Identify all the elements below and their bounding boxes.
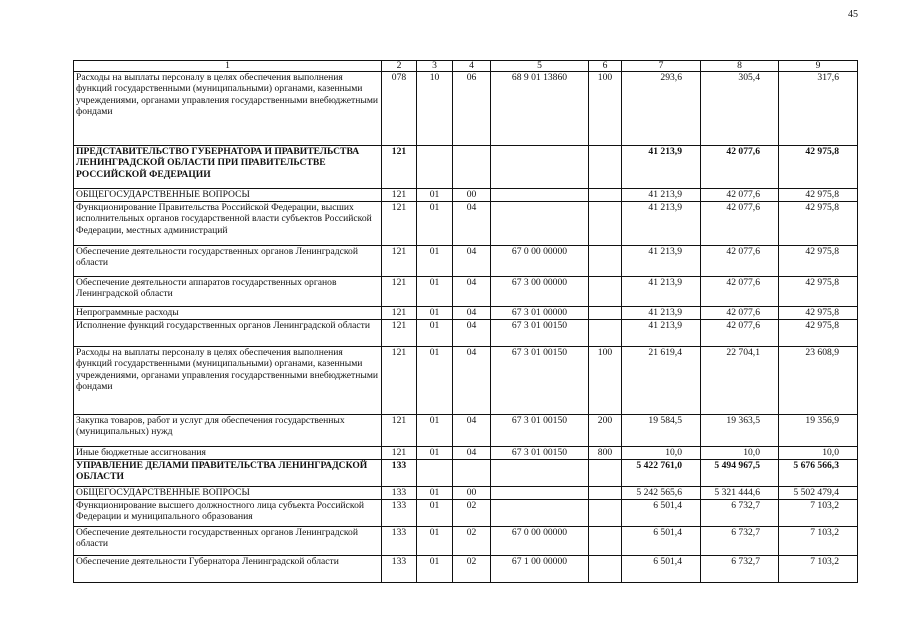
amount-year-1: 19 584,5 — [622, 415, 701, 447]
amount-year-3: 10,0 — [779, 447, 858, 460]
amount-year-3: 5 502 479,4 — [779, 487, 858, 500]
ministry-code: 121 — [382, 202, 417, 246]
row-name: Функционирование Правительства Российской Федерации, высших исполнительных органов государственной власти субъектов Российской Федерации, местных администраций — [74, 202, 382, 246]
subsection-code — [453, 146, 491, 189]
ministry-code: 133 — [382, 460, 417, 487]
amount-year-3: 42 975,8 — [779, 202, 858, 246]
subsection-code: 00 — [453, 487, 491, 500]
amount-year-3: 7 103,2 — [779, 500, 858, 527]
expense-type-code — [589, 500, 622, 527]
subsection-code: 04 — [453, 447, 491, 460]
amount-year-3: 23 608,9 — [779, 347, 858, 415]
row-name: Непрограммные расходы — [74, 307, 382, 320]
section-code: 10 — [417, 72, 453, 146]
subsection-code: 04 — [453, 246, 491, 277]
amount-year-1: 41 213,9 — [622, 320, 701, 347]
amount-year-3: 42 975,8 — [779, 277, 858, 307]
subsection-code: 04 — [453, 347, 491, 415]
amount-year-2: 6 732,7 — [701, 556, 779, 583]
amount-year-1: 5 422 761,0 — [622, 460, 701, 487]
ministry-code: 133 — [382, 556, 417, 583]
table-row — [74, 487, 858, 500]
subsection-code: 02 — [453, 527, 491, 556]
ministry-code: 121 — [382, 415, 417, 447]
expense-type-code — [589, 146, 622, 189]
amount-year-3: 317,6 — [779, 72, 858, 146]
amount-year-1: 6 501,4 — [622, 556, 701, 583]
row-name: Обеспечение деятельности государственных органов Ленинградской области — [74, 527, 382, 556]
row-name: Обеспечение деятельности аппаратов государственных органов Ленинградской области — [74, 277, 382, 307]
section-code: 01 — [417, 189, 453, 202]
subsection-code: 04 — [453, 307, 491, 320]
target-article-code: 67 0 00 00000 — [491, 527, 589, 556]
table-row — [74, 246, 858, 277]
ministry-code: 121 — [382, 146, 417, 189]
target-article-code — [491, 202, 589, 246]
row-name: Обеспечение деятельности Губернатора Ленинградской области — [74, 556, 382, 583]
ministry-code: 133 — [382, 500, 417, 527]
column-header: 5 — [491, 61, 589, 72]
section-code: 01 — [417, 202, 453, 246]
amount-year-1: 41 213,9 — [622, 202, 701, 246]
amount-year-1: 5 242 565,6 — [622, 487, 701, 500]
column-header: 3 — [417, 61, 453, 72]
amount-year-3: 19 356,9 — [779, 415, 858, 447]
amount-year-3: 42 975,8 — [779, 146, 858, 189]
amount-year-1: 41 213,9 — [622, 277, 701, 307]
section-code — [417, 460, 453, 487]
table-row — [74, 347, 858, 415]
ministry-code: 121 — [382, 347, 417, 415]
amount-year-2: 6 732,7 — [701, 527, 779, 556]
row-name: Иные бюджетные ассигнования — [74, 447, 382, 460]
amount-year-2: 22 704,1 — [701, 347, 779, 415]
table-row — [74, 460, 858, 487]
amount-year-2: 42 077,6 — [701, 320, 779, 347]
amount-year-3: 7 103,2 — [779, 527, 858, 556]
section-code: 01 — [417, 527, 453, 556]
column-header: 7 — [622, 61, 701, 72]
subsection-code: 04 — [453, 277, 491, 307]
amount-year-2: 19 363,5 — [701, 415, 779, 447]
expense-type-code — [589, 246, 622, 277]
amount-year-2: 305,4 — [701, 72, 779, 146]
expense-type-code: 800 — [589, 447, 622, 460]
section-code: 01 — [417, 347, 453, 415]
column-number-row — [74, 61, 858, 72]
amount-year-2: 6 732,7 — [701, 500, 779, 527]
row-name: ОБЩЕГОСУДАРСТВЕННЫЕ ВОПРОСЫ — [74, 189, 382, 202]
target-article-code — [491, 460, 589, 487]
expense-type-code — [589, 320, 622, 347]
target-article-code — [491, 487, 589, 500]
row-name: УПРАВЛЕНИЕ ДЕЛАМИ ПРАВИТЕЛЬСТВА ЛЕНИНГРАДСКОЙ ОБЛАСТИ — [74, 460, 382, 487]
subsection-code: 04 — [453, 415, 491, 447]
amount-year-2: 42 077,6 — [701, 189, 779, 202]
amount-year-1: 41 213,9 — [622, 146, 701, 189]
amount-year-3: 42 975,8 — [779, 189, 858, 202]
amount-year-2: 5 494 967,5 — [701, 460, 779, 487]
section-code: 01 — [417, 487, 453, 500]
target-article-code: 67 3 01 00150 — [491, 415, 589, 447]
ministry-code: 078 — [382, 72, 417, 146]
table-row — [74, 202, 858, 246]
table-row — [74, 277, 858, 307]
section-code: 01 — [417, 246, 453, 277]
table-row — [74, 500, 858, 527]
expense-type-code: 100 — [589, 347, 622, 415]
section-code: 01 — [417, 320, 453, 347]
column-header: 4 — [453, 61, 491, 72]
table-row — [74, 320, 858, 347]
budget-table — [73, 60, 858, 583]
column-header: 6 — [589, 61, 622, 72]
amount-year-2: 42 077,6 — [701, 246, 779, 277]
expense-type-code — [589, 460, 622, 487]
table-row — [74, 527, 858, 556]
ministry-code: 133 — [382, 487, 417, 500]
ministry-code: 133 — [382, 527, 417, 556]
section-code: 01 — [417, 556, 453, 583]
ministry-code: 121 — [382, 447, 417, 460]
amount-year-1: 6 501,4 — [622, 527, 701, 556]
amount-year-3: 42 975,8 — [779, 307, 858, 320]
target-article-code: 67 3 01 00150 — [491, 320, 589, 347]
row-name: Расходы на выплаты персоналу в целях обеспечения выполнения функций государственными (муниципальными) органами, казенными учреждениями, органами управления государственными внебюджетными фондами — [74, 72, 382, 146]
amount-year-2: 42 077,6 — [701, 277, 779, 307]
row-name: Обеспечение деятельности государственных органов Ленинградской области — [74, 246, 382, 277]
table-row — [74, 447, 858, 460]
row-name: Расходы на выплаты персоналу в целях обеспечения выполнения функций государственными (муниципальными) органами, казенными учреждениями, органами управления государственными внебюджетными фондами — [74, 347, 382, 415]
table-row — [74, 146, 858, 189]
column-header: 9 — [779, 61, 858, 72]
amount-year-2: 42 077,6 — [701, 146, 779, 189]
amount-year-1: 293,6 — [622, 72, 701, 146]
target-article-code: 67 3 01 00150 — [491, 347, 589, 415]
section-code: 01 — [417, 447, 453, 460]
page-number: 45 — [848, 9, 858, 20]
amount-year-3: 42 975,8 — [779, 320, 858, 347]
subsection-code: 00 — [453, 189, 491, 202]
row-name: Закупка товаров, работ и услуг для обеспечения государственных (муниципальных) нужд — [74, 415, 382, 447]
target-article-code — [491, 146, 589, 189]
section-code: 01 — [417, 307, 453, 320]
amount-year-2: 5 321 444,6 — [701, 487, 779, 500]
amount-year-1: 41 213,9 — [622, 189, 701, 202]
row-name: Исполнение функций государственных органов Ленинградской области — [74, 320, 382, 347]
target-article-code: 68 9 01 13860 — [491, 72, 589, 146]
target-article-code — [491, 500, 589, 527]
amount-year-3: 7 103,2 — [779, 556, 858, 583]
expense-type-code: 200 — [589, 415, 622, 447]
column-header: 8 — [701, 61, 779, 72]
subsection-code: 02 — [453, 500, 491, 527]
ministry-code: 121 — [382, 246, 417, 277]
target-article-code: 67 0 00 00000 — [491, 246, 589, 277]
amount-year-1: 6 501,4 — [622, 500, 701, 527]
expense-type-code — [589, 487, 622, 500]
amount-year-1: 41 213,9 — [622, 307, 701, 320]
section-code — [417, 146, 453, 189]
column-header: 1 — [74, 61, 382, 72]
ministry-code: 121 — [382, 189, 417, 202]
amount-year-2: 10,0 — [701, 447, 779, 460]
subsection-code — [453, 460, 491, 487]
expense-type-code — [589, 307, 622, 320]
amount-year-1: 41 213,9 — [622, 246, 701, 277]
ministry-code: 121 — [382, 320, 417, 347]
expense-type-code: 100 — [589, 72, 622, 146]
target-article-code: 67 3 01 00000 — [491, 307, 589, 320]
row-name: ПРЕДСТАВИТЕЛЬСТВО ГУБЕРНАТОРА И ПРАВИТЕЛЬСТВА ЛЕНИНГРАДСКОЙ ОБЛАСТИ ПРИ ПРАВИТЕЛЬСТВЕ РОССИЙСКОЙ ФЕДЕРАЦИИ — [74, 146, 382, 189]
table-row — [74, 189, 858, 202]
expense-type-code — [589, 202, 622, 246]
amount-year-2: 42 077,6 — [701, 202, 779, 246]
ministry-code: 121 — [382, 277, 417, 307]
subsection-code: 04 — [453, 320, 491, 347]
subsection-code: 02 — [453, 556, 491, 583]
table-row — [74, 72, 858, 146]
target-article-code: 67 1 00 00000 — [491, 556, 589, 583]
table-row — [74, 415, 858, 447]
subsection-code: 04 — [453, 202, 491, 246]
expense-type-code — [589, 189, 622, 202]
column-header: 2 — [382, 61, 417, 72]
subsection-code: 06 — [453, 72, 491, 146]
target-article-code: 67 3 00 00000 — [491, 277, 589, 307]
ministry-code: 121 — [382, 307, 417, 320]
section-code: 01 — [417, 500, 453, 527]
section-code: 01 — [417, 277, 453, 307]
row-name: Функционирование высшего должностного лица субъекта Российской Федерации и муниципального образования — [74, 500, 382, 527]
expense-type-code — [589, 556, 622, 583]
expense-type-code — [589, 527, 622, 556]
amount-year-3: 42 975,8 — [779, 246, 858, 277]
amount-year-2: 42 077,6 — [701, 307, 779, 320]
target-article-code — [491, 189, 589, 202]
target-article-code: 67 3 01 00150 — [491, 447, 589, 460]
section-code: 01 — [417, 415, 453, 447]
amount-year-1: 21 619,4 — [622, 347, 701, 415]
table-row — [74, 556, 858, 583]
amount-year-3: 5 676 566,3 — [779, 460, 858, 487]
expense-type-code — [589, 277, 622, 307]
row-name: ОБЩЕГОСУДАРСТВЕННЫЕ ВОПРОСЫ — [74, 487, 382, 500]
amount-year-1: 10,0 — [622, 447, 701, 460]
table-row — [74, 307, 858, 320]
